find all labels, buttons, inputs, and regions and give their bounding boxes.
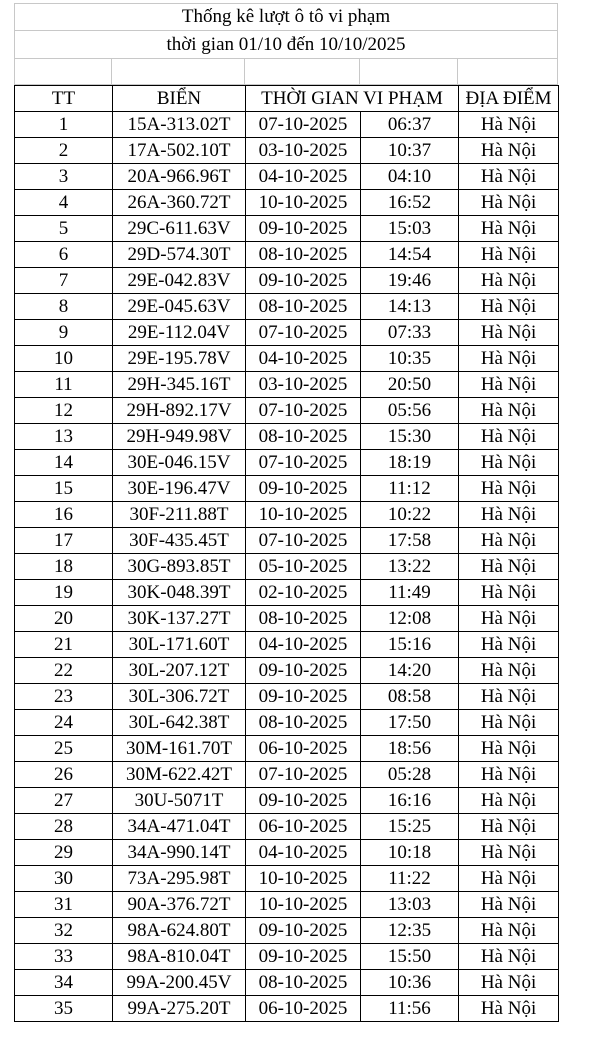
table-row	[15, 528, 559, 554]
table-row	[15, 892, 559, 918]
cell-index: 8	[15, 294, 113, 320]
cell-location: Hà Nội	[459, 502, 559, 528]
cell-index: 4	[15, 190, 113, 216]
cell-date: 05-10-2025	[246, 554, 361, 580]
cell-plate: 29E-195.78V	[113, 346, 246, 372]
col-header-time: THỜI GIAN VI PHẠM	[246, 86, 459, 112]
cell-time: 16:16	[361, 788, 459, 814]
cell-plate: 15A-313.02T	[113, 112, 246, 138]
cell-date: 04-10-2025	[246, 346, 361, 372]
cell-index: 9	[15, 320, 113, 346]
table-row	[15, 372, 559, 398]
cell-index: 14	[15, 450, 113, 476]
cell-date: 04-10-2025	[246, 164, 361, 190]
cell-time: 12:08	[361, 606, 459, 632]
cell-location: Hà Nội	[459, 710, 559, 736]
table-row	[15, 658, 559, 684]
cell-plate: 30L-642.38T	[113, 710, 246, 736]
cell-time: 04:10	[361, 164, 459, 190]
cell-location: Hà Nội	[459, 242, 559, 268]
cell-plate: 73A-295.98T	[113, 866, 246, 892]
table-row	[15, 762, 559, 788]
cell-plate: 30M-622.42T	[113, 762, 246, 788]
cell-plate: 29H-892.17V	[113, 398, 246, 424]
cell-location: Hà Nội	[459, 762, 559, 788]
table-row	[15, 138, 559, 164]
col-header-plate: BIỂN	[113, 86, 246, 112]
cell-time: 15:16	[361, 632, 459, 658]
cell-location: Hà Nội	[459, 736, 559, 762]
table-row	[15, 996, 559, 1022]
table-row	[15, 736, 559, 762]
cell-time: 05:28	[361, 762, 459, 788]
cell-index: 18	[15, 554, 113, 580]
cell-index: 30	[15, 866, 113, 892]
cell-index: 32	[15, 918, 113, 944]
cell-index: 25	[15, 736, 113, 762]
table-row	[15, 424, 559, 450]
table-row	[15, 476, 559, 502]
cell-time: 16:52	[361, 190, 459, 216]
cell-plate: 29E-112.04V	[113, 320, 246, 346]
cell-time: 10:36	[361, 970, 459, 996]
cell-index: 21	[15, 632, 113, 658]
cell-date: 06-10-2025	[246, 996, 361, 1022]
table-row	[15, 398, 559, 424]
cell-plate: 30L-171.60T	[113, 632, 246, 658]
table-row	[15, 268, 559, 294]
violation-table	[14, 85, 559, 1022]
cell-date: 04-10-2025	[246, 840, 361, 866]
cell-index: 6	[15, 242, 113, 268]
cell-location: Hà Nội	[459, 346, 559, 372]
table-row	[15, 710, 559, 736]
cell-date: 07-10-2025	[246, 112, 361, 138]
table-row	[15, 502, 559, 528]
cell-index: 19	[15, 580, 113, 606]
table-row	[15, 788, 559, 814]
cell-date: 07-10-2025	[246, 398, 361, 424]
blank-row	[14, 59, 558, 85]
cell-date: 07-10-2025	[246, 528, 361, 554]
table-header-row	[15, 86, 559, 112]
blank-cell	[458, 59, 558, 85]
cell-date: 02-10-2025	[246, 580, 361, 606]
cell-location: Hà Nội	[459, 554, 559, 580]
cell-index: 12	[15, 398, 113, 424]
cell-index: 13	[15, 424, 113, 450]
cell-date: 09-10-2025	[246, 918, 361, 944]
cell-time: 19:46	[361, 268, 459, 294]
cell-plate: 30E-046.15V	[113, 450, 246, 476]
cell-location: Hà Nội	[459, 918, 559, 944]
cell-time: 14:20	[361, 658, 459, 684]
cell-location: Hà Nội	[459, 476, 559, 502]
cell-location: Hà Nội	[459, 580, 559, 606]
cell-index: 3	[15, 164, 113, 190]
cell-date: 06-10-2025	[246, 814, 361, 840]
cell-time: 10:22	[361, 502, 459, 528]
cell-plate: 30U-5071T	[113, 788, 246, 814]
cell-index: 28	[15, 814, 113, 840]
cell-date: 09-10-2025	[246, 268, 361, 294]
cell-location: Hà Nội	[459, 684, 559, 710]
cell-date: 08-10-2025	[246, 606, 361, 632]
cell-plate: 29E-042.83V	[113, 268, 246, 294]
cell-plate: 30K-048.39T	[113, 580, 246, 606]
cell-index: 10	[15, 346, 113, 372]
cell-date: 08-10-2025	[246, 294, 361, 320]
violation-sheet	[14, 3, 558, 1022]
cell-date: 04-10-2025	[246, 632, 361, 658]
cell-location: Hà Nội	[459, 944, 559, 970]
cell-location: Hà Nội	[459, 528, 559, 554]
cell-location: Hà Nội	[459, 190, 559, 216]
table-row	[15, 216, 559, 242]
cell-date: 08-10-2025	[246, 424, 361, 450]
table-row	[15, 944, 559, 970]
table-row	[15, 970, 559, 996]
cell-date: 10-10-2025	[246, 866, 361, 892]
cell-index: 34	[15, 970, 113, 996]
cell-date: 08-10-2025	[246, 970, 361, 996]
cell-plate: 90A-376.72T	[113, 892, 246, 918]
cell-plate: 29C-611.63V	[113, 216, 246, 242]
table-row	[15, 112, 559, 138]
table-row	[15, 346, 559, 372]
cell-location: Hà Nội	[459, 424, 559, 450]
cell-plate: 30L-207.12T	[113, 658, 246, 684]
cell-plate: 98A-810.04T	[113, 944, 246, 970]
cell-time: 13:22	[361, 554, 459, 580]
cell-plate: 30F-435.45T	[113, 528, 246, 554]
blank-cell	[14, 59, 112, 85]
cell-time: 06:37	[361, 112, 459, 138]
cell-plate: 29H-949.98V	[113, 424, 246, 450]
cell-location: Hà Nội	[459, 996, 559, 1022]
table-row	[15, 866, 559, 892]
cell-date: 03-10-2025	[246, 372, 361, 398]
cell-time: 18:56	[361, 736, 459, 762]
cell-location: Hà Nội	[459, 788, 559, 814]
cell-index: 24	[15, 710, 113, 736]
cell-time: 15:50	[361, 944, 459, 970]
cell-location: Hà Nội	[459, 320, 559, 346]
table-row	[15, 554, 559, 580]
cell-plate: 34A-471.04T	[113, 814, 246, 840]
cell-date: 06-10-2025	[246, 736, 361, 762]
blank-cell	[112, 59, 245, 85]
table-row	[15, 918, 559, 944]
table-row	[15, 242, 559, 268]
cell-plate: 30K-137.27T	[113, 606, 246, 632]
cell-location: Hà Nội	[459, 658, 559, 684]
cell-plate: 17A-502.10T	[113, 138, 246, 164]
cell-time: 11:22	[361, 866, 459, 892]
cell-index: 20	[15, 606, 113, 632]
cell-index: 16	[15, 502, 113, 528]
cell-index: 29	[15, 840, 113, 866]
blank-cell	[245, 59, 360, 85]
cell-index: 15	[15, 476, 113, 502]
cell-date: 09-10-2025	[246, 476, 361, 502]
cell-time: 15:03	[361, 216, 459, 242]
cell-date: 09-10-2025	[246, 788, 361, 814]
cell-location: Hà Nội	[459, 164, 559, 190]
cell-time: 20:50	[361, 372, 459, 398]
cell-index: 1	[15, 112, 113, 138]
cell-index: 17	[15, 528, 113, 554]
cell-date: 07-10-2025	[246, 450, 361, 476]
cell-location: Hà Nội	[459, 814, 559, 840]
cell-time: 17:58	[361, 528, 459, 554]
cell-location: Hà Nội	[459, 606, 559, 632]
cell-index: 22	[15, 658, 113, 684]
cell-index: 31	[15, 892, 113, 918]
cell-plate: 30E-196.47V	[113, 476, 246, 502]
cell-date: 03-10-2025	[246, 138, 361, 164]
cell-location: Hà Nội	[459, 216, 559, 242]
cell-plate: 26A-360.72T	[113, 190, 246, 216]
cell-location: Hà Nội	[459, 970, 559, 996]
cell-plate: 29E-045.63V	[113, 294, 246, 320]
cell-location: Hà Nội	[459, 398, 559, 424]
col-header-location: ĐỊA ĐIỂM	[459, 86, 559, 112]
cell-location: Hà Nội	[459, 866, 559, 892]
table-row	[15, 580, 559, 606]
cell-date: 10-10-2025	[246, 190, 361, 216]
table-row	[15, 840, 559, 866]
cell-plate: 99A-275.20T	[113, 996, 246, 1022]
cell-location: Hà Nội	[459, 112, 559, 138]
cell-date: 07-10-2025	[246, 762, 361, 788]
cell-plate: 99A-200.45V	[113, 970, 246, 996]
cell-plate: 29H-345.16T	[113, 372, 246, 398]
cell-time: 10:37	[361, 138, 459, 164]
cell-time: 11:49	[361, 580, 459, 606]
cell-time: 17:50	[361, 710, 459, 736]
cell-date: 08-10-2025	[246, 242, 361, 268]
table-row	[15, 814, 559, 840]
cell-index: 5	[15, 216, 113, 242]
cell-location: Hà Nội	[459, 372, 559, 398]
cell-date: 09-10-2025	[246, 216, 361, 242]
cell-plate: 30F-211.88T	[113, 502, 246, 528]
cell-date: 10-10-2025	[246, 892, 361, 918]
cell-location: Hà Nội	[459, 840, 559, 866]
cell-plate: 30G-893.85T	[113, 554, 246, 580]
cell-plate: 30M-161.70T	[113, 736, 246, 762]
cell-location: Hà Nội	[459, 138, 559, 164]
sheet-subtitle: thời gian 01/10 đến 10/10/2025	[14, 31, 558, 59]
cell-location: Hà Nội	[459, 450, 559, 476]
table-body	[15, 112, 559, 1022]
cell-date: 09-10-2025	[246, 684, 361, 710]
cell-time: 05:56	[361, 398, 459, 424]
cell-index: 26	[15, 762, 113, 788]
cell-time: 10:18	[361, 840, 459, 866]
cell-location: Hà Nội	[459, 632, 559, 658]
cell-plate: 30L-306.72T	[113, 684, 246, 710]
table-row	[15, 684, 559, 710]
cell-index: 7	[15, 268, 113, 294]
cell-time: 14:54	[361, 242, 459, 268]
cell-time: 13:03	[361, 892, 459, 918]
table-row	[15, 190, 559, 216]
cell-date: 09-10-2025	[246, 658, 361, 684]
cell-date: 07-10-2025	[246, 320, 361, 346]
cell-time: 11:56	[361, 996, 459, 1022]
table-row	[15, 164, 559, 190]
cell-index: 33	[15, 944, 113, 970]
cell-location: Hà Nội	[459, 268, 559, 294]
cell-index: 27	[15, 788, 113, 814]
cell-time: 10:35	[361, 346, 459, 372]
table-row	[15, 450, 559, 476]
cell-date: 10-10-2025	[246, 502, 361, 528]
cell-time: 18:19	[361, 450, 459, 476]
cell-index: 2	[15, 138, 113, 164]
table-row	[15, 606, 559, 632]
cell-plate: 34A-990.14T	[113, 840, 246, 866]
sheet-title: Thống kê lượt ô tô vi phạm	[14, 3, 558, 31]
cell-index: 11	[15, 372, 113, 398]
cell-time: 08:58	[361, 684, 459, 710]
cell-time: 11:12	[361, 476, 459, 502]
blank-cell	[360, 59, 458, 85]
cell-time: 12:35	[361, 918, 459, 944]
cell-index: 35	[15, 996, 113, 1022]
cell-plate: 29D-574.30T	[113, 242, 246, 268]
col-header-tt: TT	[15, 86, 113, 112]
cell-index: 23	[15, 684, 113, 710]
cell-location: Hà Nội	[459, 294, 559, 320]
cell-date: 09-10-2025	[246, 944, 361, 970]
table-row	[15, 632, 559, 658]
cell-time: 15:30	[361, 424, 459, 450]
cell-location: Hà Nội	[459, 892, 559, 918]
cell-time: 14:13	[361, 294, 459, 320]
cell-plate: 98A-624.80T	[113, 918, 246, 944]
cell-date: 08-10-2025	[246, 710, 361, 736]
table-row	[15, 294, 559, 320]
table-row	[15, 320, 559, 346]
cell-time: 07:33	[361, 320, 459, 346]
cell-plate: 20A-966.96T	[113, 164, 246, 190]
cell-time: 15:25	[361, 814, 459, 840]
